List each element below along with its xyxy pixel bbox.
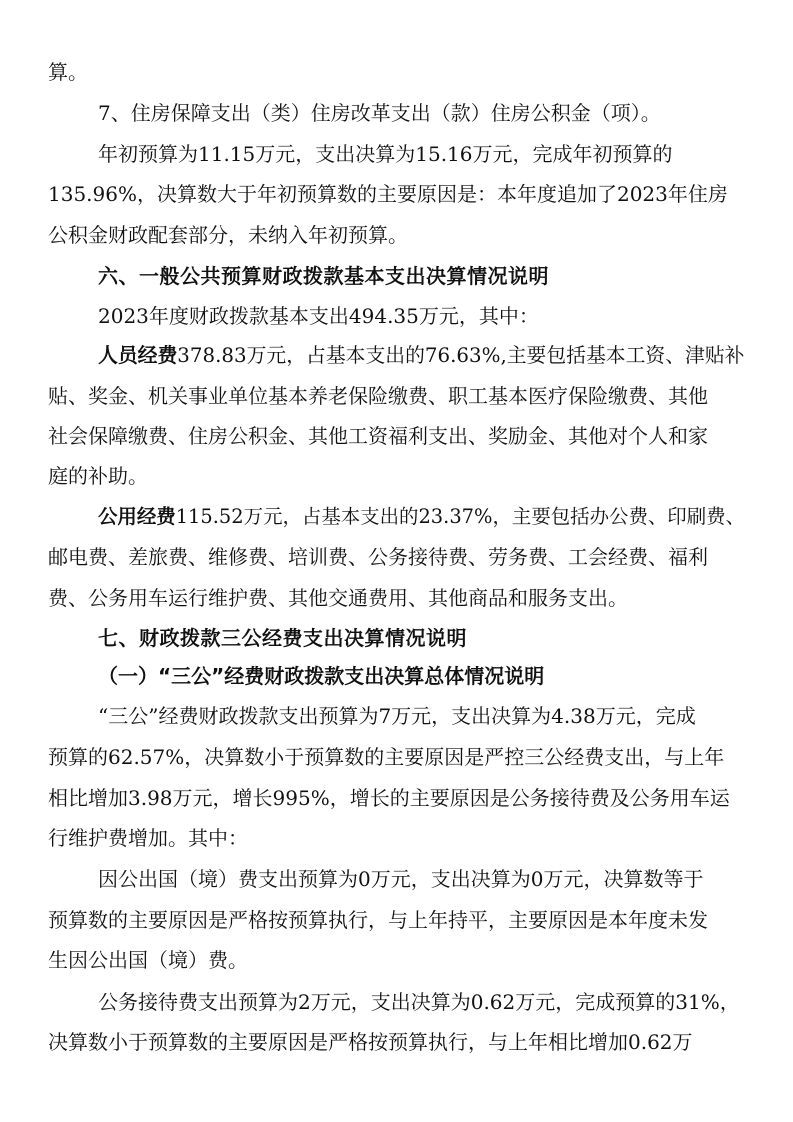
paragraph-line: 相比增加3.98万元，增长995%，增长的主要原因是公务接待费及公务用车运 (48, 786, 730, 810)
paragraph-line: “三公”经费财政拨款支出预算为7万元，支出决算为4.38万元，完成 (98, 704, 696, 728)
paragraph-line-public (98, 503, 745, 531)
paragraph-line: 预算的62.57%，决算数小于预算数的主要原因是严控三公经费支出，与上年 (48, 745, 725, 769)
public-text: 115.52万元，占基本支出的23.37%，主要包括办公费、印刷费、 (175, 505, 745, 528)
paragraph-line: 公务接待费支出预算为2万元，支出决算为0.62万元，完成预算的31%， (98, 990, 740, 1014)
section-heading-7: 七、财政拨款三公经费支出决算情况说明 (98, 626, 467, 650)
paragraph-line: 社会保障缴费、住房公积金、其他工资福利支出、奖励金、其他对个人和家 (48, 424, 708, 448)
public-label: 公用经费 (98, 505, 176, 528)
paragraph-line-personnel (98, 342, 745, 370)
paragraph-line: 年初预算为11.15万元，支出决算为15.16万元，完成年初预算的 (98, 142, 673, 166)
paragraph-line: 费、公务用车运行维护费、其他交通费用、其他商品和服务支出。 (48, 586, 628, 610)
paragraph-line: 因公出国（境）费支出预算为0万元，支出决算为0万元，决算数等于 (98, 867, 704, 891)
item-heading-housing: 7、住房保障支出（类）住房改革支出（款）住房公积金（项）。 (98, 101, 661, 125)
paragraph-line: 2023年度财政拨款基本支出494.35万元，其中： (98, 304, 539, 328)
paragraph-line: 行维护费增加。其中： (48, 826, 248, 850)
paragraph-line: 贴、奖金、机关事业单位基本养老保险缴费、职工基本医疗保险缴费、其他 (48, 384, 708, 408)
paragraph-line: 邮电费、差旅费、维修费、培训费、公务接待费、劳务费、工会经费、福利 (48, 545, 708, 569)
paragraph-line: 公积金财政配套部分，未纳入年初预算。 (48, 223, 408, 247)
subsection-heading-1: （一）“三公”经费财政拨款支出决算总体情况说明 (98, 664, 545, 688)
personnel-label: 人员经费 (98, 344, 178, 367)
paragraph-line: 算。 (48, 60, 88, 84)
paragraph-line: 135.96%，决算数大于年初预算数的主要原因是：本年度追加了2023年住房 (48, 182, 728, 206)
paragraph-line: 决算数小于预算数的主要原因是严格按预算执行，与上年相比增加0.62万 (48, 1030, 693, 1054)
paragraph-line: 生因公出国（境）费。 (48, 948, 248, 972)
section-heading-6: 六、一般公共预算财政拨款基本支出决算情况说明 (98, 264, 549, 288)
paragraph-line: 预算数的主要原因是严格按预算执行，与上年持平，主要原因是本年度未发 (48, 908, 708, 932)
paragraph-line: 庭的补助。 (48, 464, 148, 488)
personnel-text: 378.83万元，占基本支出的76.63%,主要包括基本工资、津贴补 (177, 344, 745, 367)
